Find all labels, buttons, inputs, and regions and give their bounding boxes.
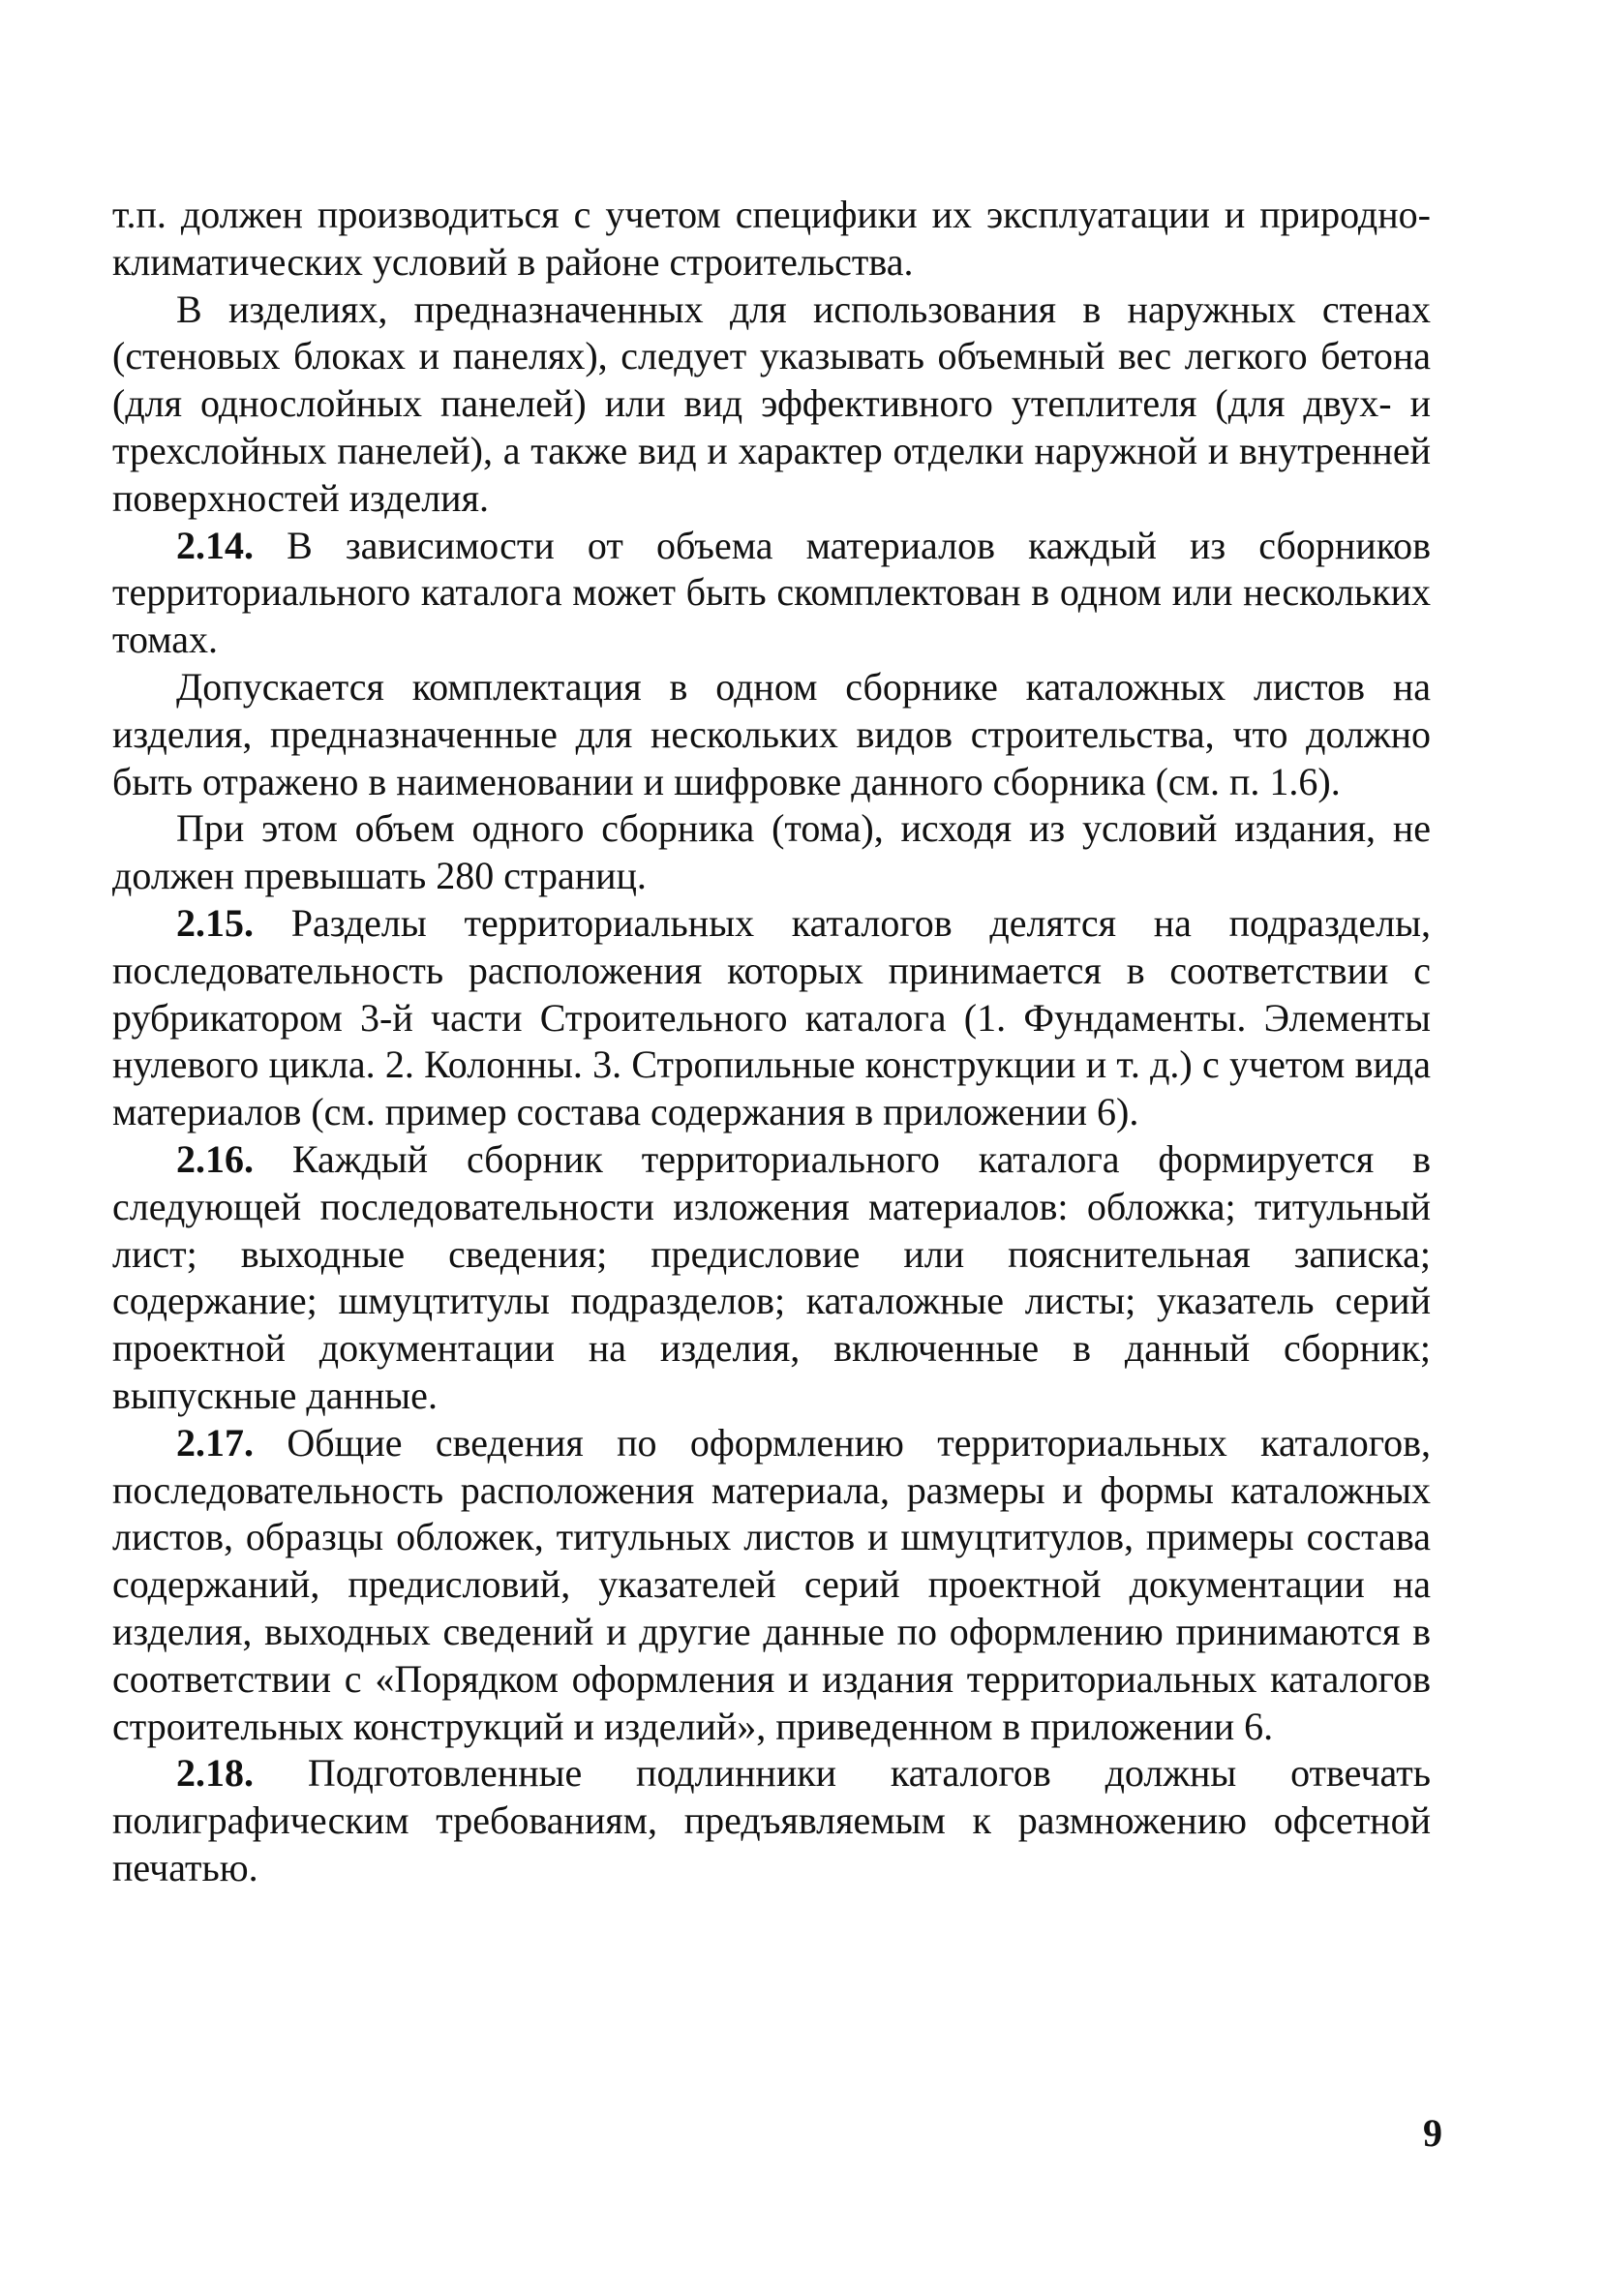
- clause-2-16: [112, 1136, 1431, 1420]
- clause-number: 2.16.: [176, 1136, 254, 1181]
- clause-2-15: [112, 900, 1431, 1136]
- clause-2-18: [112, 1750, 1431, 1891]
- paragraph-text: Каждый сборник территориального каталога формируется в следующей последовательности изложения материалов: обложка; титульный лист; выходные сведения; предисловие или пояснительная записка; содержание; шмуцтитулы подразделов; каталожные листы; указатель серий проектной документации на изделия, включенные в данный сборник; выпускные данные.: [112, 1136, 1432, 1417]
- paragraph-text: Подготовленные подлинники каталогов должны отвечать полиграфическим требованиям, предъявляемым к размножению офсетной печатью.: [112, 1751, 1431, 1889]
- paragraph-text: Разделы территориальных каталогов делятся на подразделы, последовательность расположения которых принимается в соответствии с рубрикатором 3-й части Строительного каталога (1. Фундаменты. Элементы нулевого цикла. 2. Колонны. 3. Стропильные конструкции и т. д.) с учетом вида материалов (см. пример состава содержания в приложении 6).: [112, 900, 1431, 1134]
- clause-number: 2.18.: [176, 1751, 254, 1796]
- clause-number: 2.17.: [176, 1420, 254, 1465]
- paragraph: [112, 664, 1431, 805]
- paragraph-text: Общие сведения по оформлению территориальных каталогов, последовательность расположения материала, размеры и формы каталожных листов, образцы обложек, титульных листов и шмуцтитулов, примеры состава содержаний, предисловий, указателей серий проектной документации на изделия, выходных сведений и другие данные по оформлению принимаются в соответствии с «Порядком оформления и издания территориальных каталогов строительных конструкций и изделий», приведенном в приложении 6.: [112, 1420, 1432, 1748]
- clause-number: 2.15.: [176, 900, 254, 945]
- clause-number: 2.14.: [176, 523, 254, 567]
- clause-2-17: [112, 1420, 1431, 1751]
- paragraph: [112, 287, 1431, 523]
- body-text: [112, 192, 1431, 1892]
- paragraph-text: При этом объем одного сборника (тома), исходя из условий издания, не должен превышать 280 страниц.: [112, 806, 1431, 898]
- paragraph-text: В изделиях, предназначенных для использования в наружных стенах (стеновых блоках и панелях), следует указывать объемный вес легкого бетона (для однослойных панелей) или вид эффективного утеплителя (для двух- и трехслойных панелей), а также вид и характер отделки наружной и внутренней поверхностей изделия.: [112, 287, 1431, 520]
- paragraph-text: т.п. должен производиться с учетом специфики их эксплуатации и природно-климатических условий в районе строительства.: [112, 193, 1431, 284]
- paragraph-text: В зависимости от объема материалов каждый из сборников территориального каталога может быть скомплектован в одном или нескольких томах.: [112, 523, 1432, 662]
- clause-2-14: [112, 523, 1431, 664]
- paragraph-text: Допускается комплектация в одном сборнике каталожных листов на изделия, предназначенные для нескольких видов строительства, что должно быть отражено в наименовании и шифровке данного сборника (см. п. 1.6).: [112, 664, 1431, 803]
- page-number: 9: [1423, 2111, 1442, 2155]
- paragraph-continuation: [112, 192, 1431, 287]
- paragraph: [112, 805, 1431, 900]
